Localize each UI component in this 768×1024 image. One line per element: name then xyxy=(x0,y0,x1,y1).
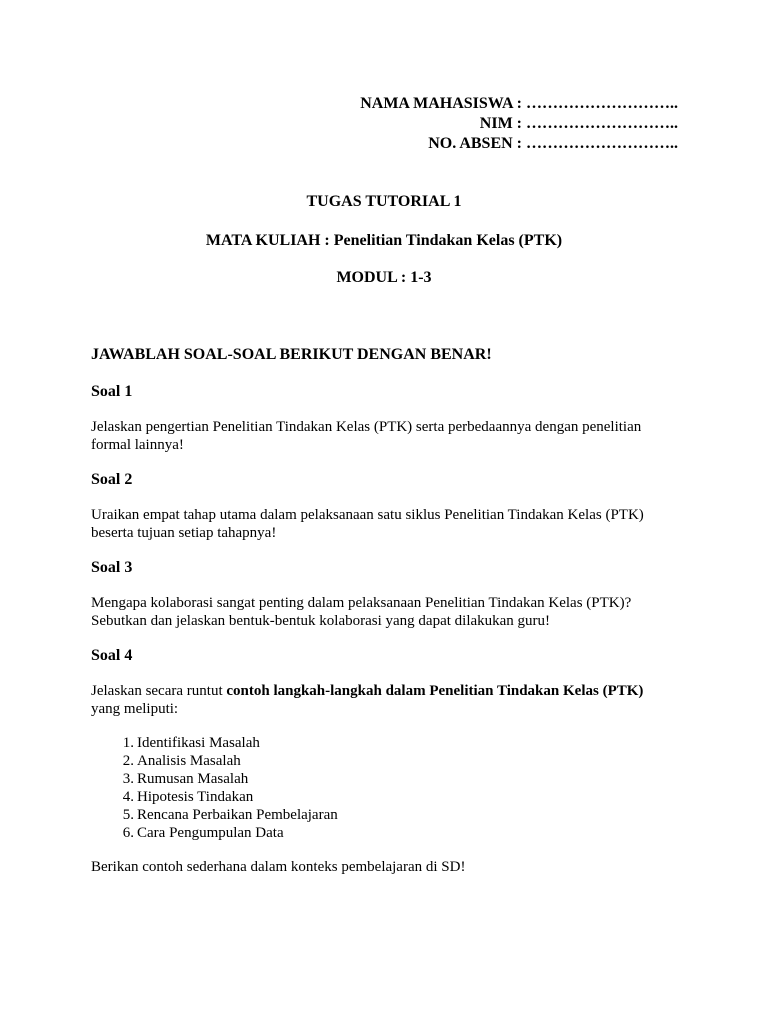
question-text: Jelaskan pengertian Penelitian Tindakan Kelas (PTK) serta perbedaannya dengan penelitian formal lainnya! xyxy=(91,419,642,453)
list-item xyxy=(91,806,671,824)
absen-line: NO. ABSEN : ……………………….. xyxy=(428,135,678,152)
question-3 xyxy=(91,558,671,630)
assignment-title: TUGAS TUTORIAL 1 xyxy=(306,193,462,210)
question-text xyxy=(91,682,671,718)
list-item xyxy=(91,752,671,770)
list-number: 3. xyxy=(122,771,134,787)
module-title: MODUL : 1-3 xyxy=(336,269,432,286)
question-closing: Berikan contoh sederhana dalam konteks pembelajaran di SD! xyxy=(91,859,466,875)
question-text: Uraikan empat tahap utama dalam pelaksanaan satu siklus Penelitian Tindakan Kelas (PTK) beserta tujuan setiap tahapnya! xyxy=(91,507,644,541)
list-number: 1. xyxy=(122,735,134,751)
list-number: 4. xyxy=(122,789,134,805)
list-label: Rencana Perbaikan Pembelajaran xyxy=(137,807,338,823)
question-text-emphasis: contoh langkah-langkah dalam Penelitian Tindakan Kelas (PTK) xyxy=(226,683,644,699)
instruction-heading: JAWABLAH SOAL-SOAL BERIKUT DENGAN BENAR! xyxy=(91,346,492,363)
list-number: 5. xyxy=(122,807,134,823)
question-text: Mengapa kolaborasi sangat penting dalam pelaksanaan Penelitian Tindakan Kelas (PTK)? Sebutkan dan jelaskan bentuk-bentuk kolaborasi yang dapat dilakukan guru! xyxy=(91,595,632,629)
list-item xyxy=(91,788,671,806)
list-item xyxy=(91,824,671,842)
course-title: MATA KULIAH : Penelitian Tindakan Kelas (PTK) xyxy=(205,232,563,249)
question-2 xyxy=(91,470,671,542)
list-label: Analisis Masalah xyxy=(137,753,241,769)
list-number: 6. xyxy=(122,825,134,841)
question-heading: Soal 4 xyxy=(91,647,133,664)
nim-line: NIM : ……………………….. xyxy=(479,115,678,132)
question-1 xyxy=(91,382,671,454)
list-label: Hipotesis Tindakan xyxy=(137,789,254,805)
student-identity-block xyxy=(360,94,678,154)
question-heading: Soal 2 xyxy=(91,471,133,488)
list-item xyxy=(91,770,671,788)
list-label: Cara Pengumpulan Data xyxy=(137,825,284,841)
question-heading: Soal 1 xyxy=(91,383,133,400)
question-text-lead: Jelaskan secara runtut xyxy=(91,683,227,699)
list-number: 2. xyxy=(122,753,134,769)
list-label: Rumusan Masalah xyxy=(137,771,249,787)
question-4 xyxy=(91,646,671,876)
questions-section xyxy=(91,345,671,892)
list-label: Identifikasi Masalah xyxy=(137,735,260,751)
student-name-line: NAMA MAHASISWA : ……………………….. xyxy=(360,95,678,112)
list-item xyxy=(91,734,671,752)
question-heading: Soal 3 xyxy=(91,559,133,576)
steps-list xyxy=(91,734,671,842)
question-text-tail: yang meliputi: xyxy=(91,701,179,717)
